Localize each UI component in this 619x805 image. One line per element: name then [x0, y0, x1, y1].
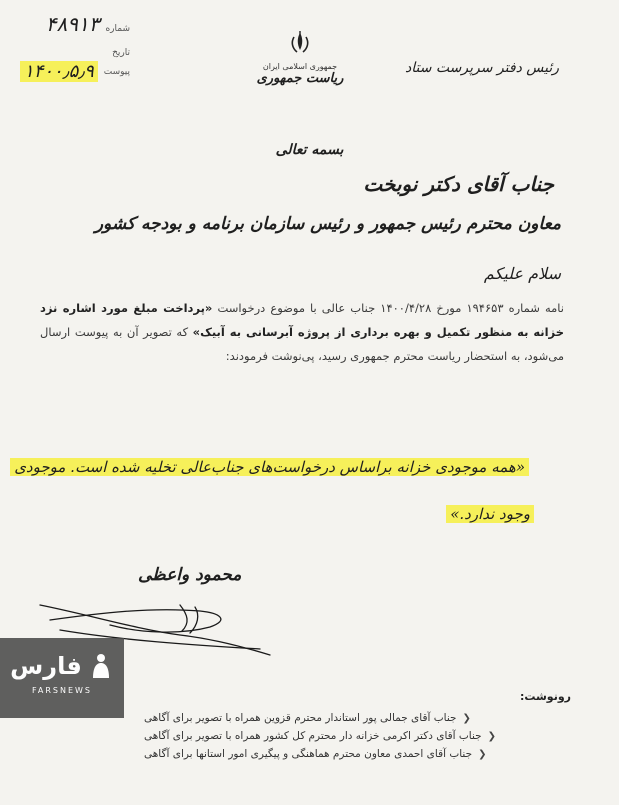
emblem-block: [255, 30, 345, 86]
farsnews-logo-icon: [88, 652, 114, 680]
number-label: شماره: [105, 24, 130, 34]
addressee-title: معاون محترم رئیس جمهور و رئیس سازمان برنامه و بودجه کشور: [94, 214, 561, 234]
body-bold-subject: «پرداخت مبلغ مورد اشاره نزد خزانه به منظور تکمیل و بهره برداری از پروژه آبرسانی به آبیک»: [40, 301, 565, 339]
addressee-name: جناب آقای دکتر نوبخت: [363, 172, 554, 196]
greeting: سلام علیکم: [483, 264, 561, 283]
signature-name: محمود واعظی: [138, 565, 242, 585]
farsnews-watermark: [0, 638, 124, 718]
attachment-label: پیوست: [103, 66, 130, 77]
emblem-caption-1: جمهوری اسلامی ایران: [262, 62, 338, 71]
office-note: رئیس دفتر سرپرست ستاد: [405, 60, 559, 76]
handwritten-note-line1: «همه موجودی خزانه براساس درخواست‌های جناب‌عالی تخلیه شده است. موجودی: [10, 458, 529, 476]
date-label: تاریخ: [112, 48, 130, 58]
cc-item: ❮ جناب آقای جمالی پور استاندار محترم قزوین همراه با تصویر برای آگاهی: [144, 712, 471, 724]
farsnews-logo-text: فارس: [10, 652, 82, 680]
chevron-icon: ❮: [478, 748, 487, 760]
invocation: بسمه تعالی: [275, 142, 344, 158]
iran-emblem-icon: [287, 30, 313, 56]
emblem-caption-2: ریاست جمهوری: [256, 71, 344, 86]
handwritten-note-line2: وجود ندارد.»: [446, 505, 534, 523]
cc-item: ❮ جناب آقای احمدی معاون محترم هماهنگی و پیگیری امور استانها برای آگاهی: [144, 748, 487, 760]
chevron-icon: ❮: [487, 730, 497, 742]
letter-number: ۴۸۹۱۳: [45, 12, 100, 36]
chevron-icon: ❮: [462, 712, 471, 724]
letter-date: ۱۴۰۰٫۵٫۹: [20, 61, 98, 82]
cc-title: رونوشت:: [519, 690, 571, 703]
farsnews-brand: FARSNEWS: [31, 686, 92, 695]
cc-item: ❮ جناب آقای دکتر اکرمی خزانه دار محترم کل کشور همراه با تصویر برای آگاهی: [144, 730, 497, 742]
body-part-2: که تصویر آن به پیوست ارسال می‌شود، به استحضار ریاست محترم جمهوری رسید، پی‌نوشت فرمودند:: [40, 325, 564, 363]
letter-body: [40, 296, 564, 368]
body-part-1: نامه شماره ۱۹۴۶۵۳ مورخ ۱۴۰۰/۴/۲۸ جناب عالی با موضوع درخواست: [217, 301, 565, 315]
meta-block: [24, 12, 130, 82]
cc-list: [144, 712, 574, 760]
